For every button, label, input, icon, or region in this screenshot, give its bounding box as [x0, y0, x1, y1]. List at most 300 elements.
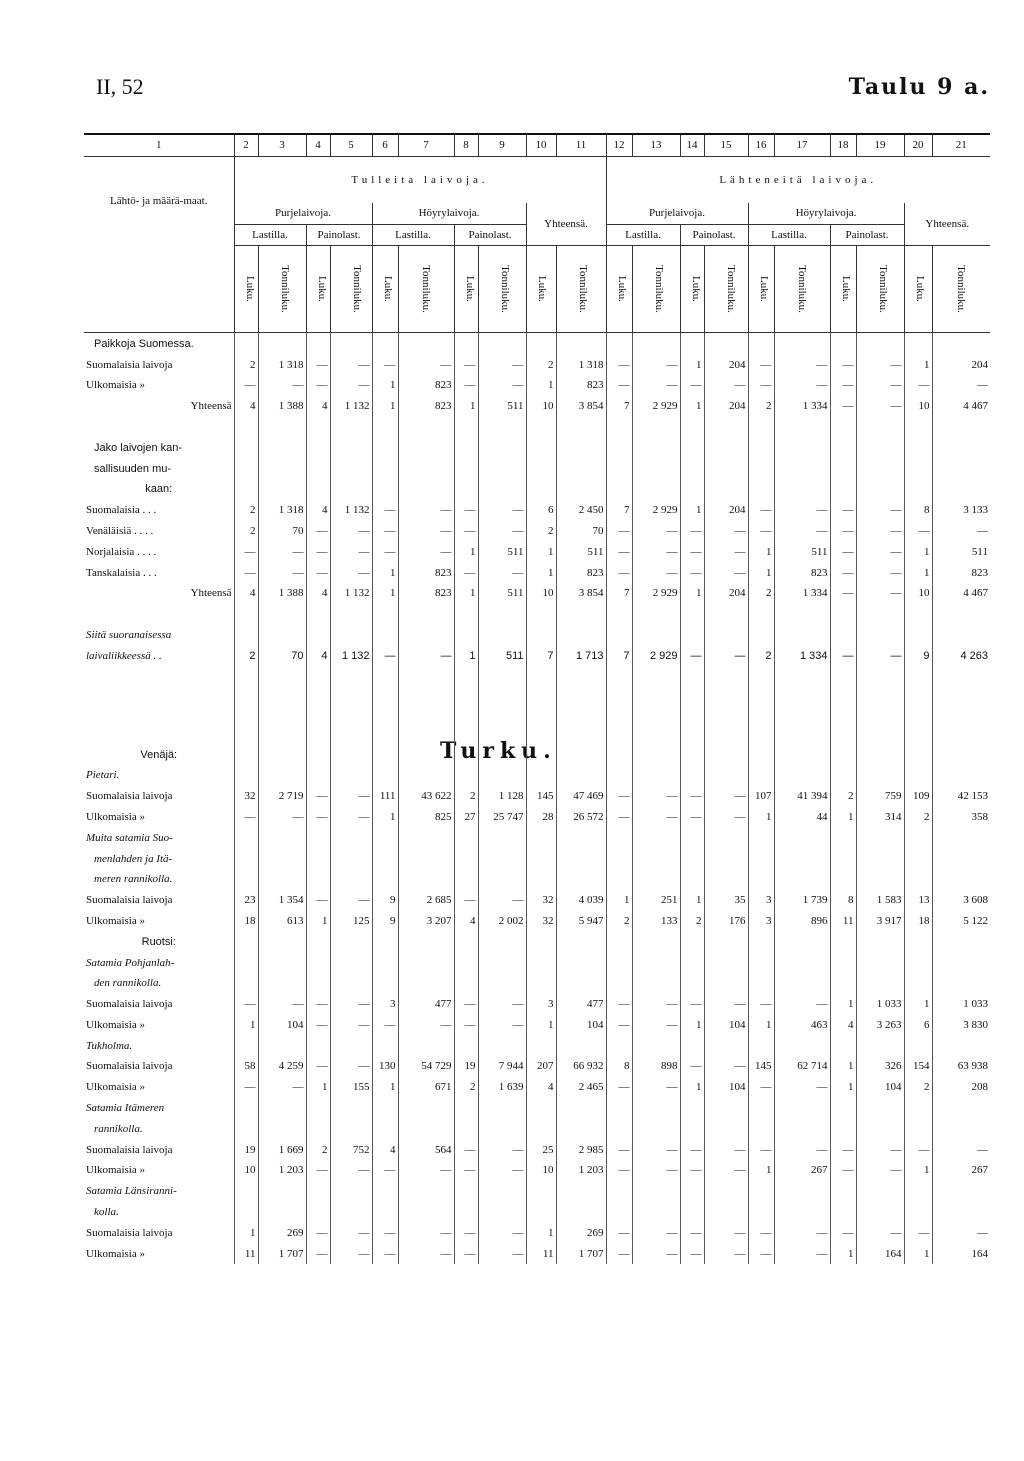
row-label: Ulkomaisia »: [86, 810, 145, 823]
count-cell: [830, 479, 856, 500]
tons-cell: —: [398, 1222, 454, 1243]
tons-label: Tonniluku.: [498, 265, 511, 314]
count-label: Luku.: [913, 276, 926, 303]
tons-header: [556, 246, 606, 333]
tons-cell: —: [330, 1243, 372, 1264]
tons-cell: 267: [774, 1160, 830, 1181]
count-header: [904, 246, 932, 333]
tons-cell: [330, 625, 372, 646]
table-header: [84, 134, 990, 333]
count-cell: [830, 333, 856, 354]
count-cell: —: [830, 1222, 856, 1243]
count-cell: —: [680, 807, 704, 828]
tons-cell: [398, 666, 454, 744]
tons-cell: 176: [704, 911, 748, 932]
tons-cell: —: [632, 1222, 680, 1243]
tons-cell: [774, 666, 830, 744]
column-number: 1: [84, 134, 234, 156]
tons-cell: [932, 1181, 990, 1202]
count-cell: [606, 437, 632, 458]
count-cell: 145: [526, 786, 556, 807]
count-cell: [830, 1202, 856, 1223]
tons-cell: [478, 666, 526, 744]
count-cell: 3: [748, 911, 774, 932]
tons-cell: —: [478, 1222, 526, 1243]
row-label: Ulkomaisia »: [86, 379, 145, 392]
tons-cell: [258, 333, 306, 354]
count-cell: [454, 625, 478, 646]
column-number: 5: [330, 134, 372, 156]
tons-cell: 2 929: [632, 500, 680, 521]
count-cell: —: [680, 645, 704, 666]
ballast-header: Painolast.: [680, 224, 748, 246]
tons-cell: [556, 765, 606, 786]
tons-cell: [330, 417, 372, 438]
tons-label: Tonniluku.: [419, 265, 432, 314]
count-cell: —: [454, 1139, 478, 1160]
row-label: Norjalaisia . . . .: [86, 545, 157, 558]
tons-cell: 1 334: [774, 583, 830, 604]
count-cell: —: [372, 1243, 398, 1264]
count-cell: [306, 1098, 330, 1119]
departed-steam-header: Höyrylaivoja.: [748, 203, 904, 224]
tons-cell: [932, 479, 990, 500]
table-row: [84, 541, 990, 562]
count-cell: [306, 625, 330, 646]
tons-cell: —: [330, 1056, 372, 1077]
count-cell: 4: [454, 911, 478, 932]
row-label: kolla.: [94, 1206, 119, 1219]
tons-cell: [330, 765, 372, 786]
count-cell: [904, 1098, 932, 1119]
table-row: [84, 744, 990, 765]
tons-cell: [774, 973, 830, 994]
count-cell: [306, 479, 330, 500]
count-cell: 2: [680, 911, 704, 932]
count-cell: [526, 1118, 556, 1139]
count-header: [372, 246, 398, 333]
column-number: 6: [372, 134, 398, 156]
count-cell: —: [606, 807, 632, 828]
count-cell: 4: [234, 583, 258, 604]
count-cell: 145: [748, 1056, 774, 1077]
count-cell: 9: [372, 890, 398, 911]
tons-cell: 511: [478, 541, 526, 562]
count-cell: [372, 666, 398, 744]
tons-cell: 511: [774, 541, 830, 562]
tons-cell: [478, 1181, 526, 1202]
tons-cell: —: [330, 994, 372, 1015]
tons-cell: 104: [258, 1015, 306, 1036]
count-cell: 28: [526, 807, 556, 828]
tons-cell: [478, 1035, 526, 1056]
count-cell: 130: [372, 1056, 398, 1077]
tons-cell: 511: [478, 396, 526, 417]
count-cell: [234, 827, 258, 848]
count-cell: —: [306, 541, 330, 562]
tons-cell: 104: [556, 1015, 606, 1036]
count-cell: [372, 437, 398, 458]
count-cell: [454, 417, 478, 438]
tons-cell: [704, 931, 748, 952]
tons-cell: [330, 437, 372, 458]
column-number: 14: [680, 134, 704, 156]
count-cell: —: [904, 521, 932, 542]
tons-cell: —: [330, 786, 372, 807]
count-cell: [306, 827, 330, 848]
tons-cell: 1 318: [258, 500, 306, 521]
count-cell: [306, 848, 330, 869]
table-row: [84, 604, 990, 625]
count-cell: [748, 666, 774, 744]
count-cell: 1: [526, 1222, 556, 1243]
count-cell: [372, 417, 398, 438]
count-cell: 1: [904, 354, 932, 375]
tons-cell: [932, 333, 990, 354]
count-cell: [372, 458, 398, 479]
tons-cell: 251: [632, 890, 680, 911]
tons-cell: 3 133: [932, 500, 990, 521]
count-cell: [454, 827, 478, 848]
table-row: [84, 1243, 990, 1264]
tons-cell: 326: [856, 1056, 904, 1077]
table-row: [84, 911, 990, 932]
count-cell: 1: [680, 890, 704, 911]
count-cell: —: [372, 541, 398, 562]
tons-cell: 1 583: [856, 890, 904, 911]
tons-cell: [330, 458, 372, 479]
tons-cell: [932, 765, 990, 786]
row-label: meren rannikolla.: [94, 873, 173, 886]
count-cell: [904, 1035, 932, 1056]
count-cell: [904, 827, 932, 848]
tons-cell: [932, 1118, 990, 1139]
tons-cell: [856, 1098, 904, 1119]
origin-label: Lähtö- ja määrä-maat.: [110, 195, 208, 208]
count-cell: 2: [904, 1077, 932, 1098]
tons-cell: [478, 458, 526, 479]
count-cell: 1: [372, 375, 398, 396]
count-cell: [454, 604, 478, 625]
tons-cell: [258, 417, 306, 438]
count-cell: 2: [830, 786, 856, 807]
row-label: Satamia Länsiranni-: [86, 1185, 177, 1198]
table-row: [84, 848, 990, 869]
row-label: Suomalaisia . . .: [86, 504, 157, 517]
tons-cell: 41 394: [774, 786, 830, 807]
row-label: [84, 417, 234, 438]
tons-cell: [932, 666, 990, 744]
column-number: 8: [454, 134, 478, 156]
tons-cell: [556, 1181, 606, 1202]
tons-cell: —: [774, 1243, 830, 1264]
count-cell: 4: [306, 645, 330, 666]
tons-cell: [632, 1035, 680, 1056]
count-cell: 2: [748, 645, 774, 666]
count-cell: [306, 417, 330, 438]
count-cell: —: [680, 521, 704, 542]
tons-cell: 1 132: [330, 500, 372, 521]
count-cell: 1: [306, 1077, 330, 1098]
row-label: Ruotsi:: [141, 935, 176, 948]
count-cell: 2: [234, 354, 258, 375]
count-cell: [234, 333, 258, 354]
count-cell: [372, 952, 398, 973]
tons-cell: [774, 869, 830, 890]
departed-label: Lähteneitä laivoja.: [719, 173, 878, 186]
row-label: rannikolla.: [94, 1122, 143, 1135]
tons-cell: [632, 417, 680, 438]
count-cell: [606, 1181, 632, 1202]
row-label: Ulkomaisia »: [86, 1164, 145, 1177]
tons-cell: 269: [556, 1222, 606, 1243]
count-cell: —: [372, 1015, 398, 1036]
tons-cell: [398, 765, 454, 786]
count-cell: —: [306, 562, 330, 583]
tons-cell: [932, 458, 990, 479]
count-cell: 2: [748, 583, 774, 604]
count-cell: —: [454, 521, 478, 542]
count-cell: 4: [306, 583, 330, 604]
tons-cell: [704, 869, 748, 890]
count-cell: —: [606, 994, 632, 1015]
tons-cell: [704, 973, 748, 994]
column-number: 20: [904, 134, 932, 156]
tons-cell: —: [478, 994, 526, 1015]
count-label: Luku.: [381, 276, 394, 303]
tons-cell: —: [704, 375, 748, 396]
count-cell: [234, 666, 258, 744]
count-cell: 1: [748, 562, 774, 583]
column-number: 13: [632, 134, 680, 156]
tons-cell: [258, 1118, 306, 1139]
count-cell: —: [830, 354, 856, 375]
count-cell: [830, 869, 856, 890]
tons-cell: —: [330, 521, 372, 542]
tons-cell: [932, 931, 990, 952]
count-cell: 2: [526, 354, 556, 375]
tons-cell: [856, 1035, 904, 1056]
count-cell: [526, 1202, 556, 1223]
count-cell: [830, 417, 856, 438]
tons-cell: [398, 604, 454, 625]
count-cell: [680, 625, 704, 646]
tons-cell: [704, 1035, 748, 1056]
count-cell: [234, 952, 258, 973]
arrived-steam-header: Höyrylaivoja.: [372, 203, 526, 224]
tons-cell: [856, 765, 904, 786]
tons-cell: [632, 765, 680, 786]
tons-cell: 44: [774, 807, 830, 828]
count-cell: —: [606, 562, 632, 583]
count-header: [234, 246, 258, 333]
count-cell: [904, 479, 932, 500]
tons-cell: [478, 931, 526, 952]
count-cell: —: [372, 500, 398, 521]
tons-cell: [632, 1118, 680, 1139]
column-number: 11: [556, 134, 606, 156]
count-cell: 1: [454, 396, 478, 417]
tons-cell: [774, 458, 830, 479]
column-number: 21: [932, 134, 990, 156]
tons-cell: [478, 417, 526, 438]
tons-cell: 269: [258, 1222, 306, 1243]
column-number: 7: [398, 134, 454, 156]
tons-label: Tonniluku.: [724, 265, 737, 314]
count-cell: —: [454, 1160, 478, 1181]
column-number-row: [84, 134, 990, 156]
tons-cell: [478, 479, 526, 500]
row-label: den rannikolla.: [94, 977, 162, 990]
count-cell: 1: [680, 583, 704, 604]
tons-cell: [258, 952, 306, 973]
count-cell: [454, 333, 478, 354]
tons-cell: [774, 952, 830, 973]
count-cell: 10: [526, 583, 556, 604]
count-cell: —: [306, 1243, 330, 1264]
tons-cell: 5 947: [556, 911, 606, 932]
count-cell: 7: [606, 645, 632, 666]
count-cell: [748, 848, 774, 869]
count-cell: [748, 827, 774, 848]
table-title: Taulu 9 a.: [848, 74, 990, 100]
tons-cell: 511: [932, 541, 990, 562]
count-cell: [234, 1118, 258, 1139]
count-cell: 1: [904, 562, 932, 583]
tons-cell: [258, 848, 306, 869]
tons-cell: —: [478, 562, 526, 583]
tons-cell: [398, 625, 454, 646]
unit-row: [84, 246, 990, 333]
count-cell: 2: [454, 786, 478, 807]
tons-cell: [632, 1181, 680, 1202]
tons-cell: —: [704, 807, 748, 828]
tons-cell: —: [398, 521, 454, 542]
tons-label: Tonniluku.: [955, 265, 968, 314]
count-cell: [606, 765, 632, 786]
count-cell: [372, 869, 398, 890]
table-row: [84, 1035, 990, 1056]
tons-cell: [774, 417, 830, 438]
count-cell: —: [306, 807, 330, 828]
tons-cell: [632, 973, 680, 994]
count-cell: [606, 458, 632, 479]
count-cell: [680, 848, 704, 869]
column-number: 9: [478, 134, 526, 156]
count-cell: [372, 973, 398, 994]
tons-cell: [632, 848, 680, 869]
tons-cell: —: [258, 1077, 306, 1098]
count-cell: 1: [606, 890, 632, 911]
count-cell: [372, 1035, 398, 1056]
table-row: [84, 765, 990, 786]
table-row: [84, 333, 990, 354]
tons-cell: [556, 1098, 606, 1119]
count-cell: —: [306, 1056, 330, 1077]
count-cell: —: [306, 786, 330, 807]
count-cell: [606, 848, 632, 869]
count-cell: [904, 952, 932, 973]
count-cell: [454, 931, 478, 952]
count-cell: 11: [830, 911, 856, 932]
count-cell: [606, 931, 632, 952]
row-label: Siitä suoranaisessa: [86, 628, 172, 641]
tons-cell: [478, 1118, 526, 1139]
tons-cell: [556, 458, 606, 479]
count-cell: —: [454, 562, 478, 583]
table-row: [84, 583, 990, 604]
count-cell: [606, 744, 632, 765]
tons-cell: [632, 827, 680, 848]
count-cell: 4: [306, 500, 330, 521]
tons-cell: [398, 1035, 454, 1056]
tons-cell: 477: [556, 994, 606, 1015]
tons-cell: [258, 765, 306, 786]
tons-cell: —: [856, 583, 904, 604]
count-cell: —: [830, 1160, 856, 1181]
count-cell: [904, 604, 932, 625]
tons-cell: [704, 952, 748, 973]
row-label: Suomalaisia laivoja: [86, 790, 173, 803]
tons-cell: —: [258, 562, 306, 583]
tons-cell: —: [330, 1160, 372, 1181]
count-cell: 1: [904, 1243, 932, 1264]
table-row: [84, 931, 990, 952]
tons-cell: —: [704, 1139, 748, 1160]
tons-cell: —: [330, 562, 372, 583]
count-cell: —: [306, 994, 330, 1015]
tons-cell: [398, 437, 454, 458]
tons-cell: [932, 437, 990, 458]
count-cell: —: [306, 1222, 330, 1243]
tons-cell: 823: [398, 375, 454, 396]
count-cell: 107: [748, 786, 774, 807]
row-label: Muita satamia Suo-: [86, 831, 173, 844]
count-cell: [234, 604, 258, 625]
count-cell: [454, 1202, 478, 1223]
tons-header: [704, 246, 748, 333]
tons-cell: 208: [932, 1077, 990, 1098]
count-cell: —: [680, 1056, 704, 1077]
count-header: [680, 246, 704, 333]
column-number: 4: [306, 134, 330, 156]
row-label: Suomalaisia laivoja: [86, 1060, 173, 1073]
row-label: menlahden ja Itä-: [94, 852, 173, 865]
tons-cell: [330, 827, 372, 848]
table-row: [84, 1015, 990, 1036]
count-header: [830, 246, 856, 333]
table-row: [84, 1222, 990, 1243]
laden-header: Lastilla.: [234, 224, 306, 246]
row-label: Ulkomaisia »: [86, 1247, 145, 1260]
count-cell: [830, 437, 856, 458]
tons-cell: [856, 973, 904, 994]
count-cell: 1: [372, 396, 398, 417]
count-cell: 2: [234, 500, 258, 521]
tons-cell: [856, 744, 904, 765]
tons-cell: 155: [330, 1077, 372, 1098]
row-label: Paikkoja Suomessa.: [94, 337, 194, 350]
tons-cell: [704, 1202, 748, 1223]
tons-cell: [856, 952, 904, 973]
count-label: Luku.: [757, 276, 770, 303]
count-label: Luku.: [243, 276, 256, 303]
count-cell: [526, 765, 556, 786]
tons-cell: 1 033: [932, 994, 990, 1015]
count-cell: [680, 869, 704, 890]
row-label: Tukholma.: [86, 1039, 133, 1052]
count-cell: 7: [526, 645, 556, 666]
